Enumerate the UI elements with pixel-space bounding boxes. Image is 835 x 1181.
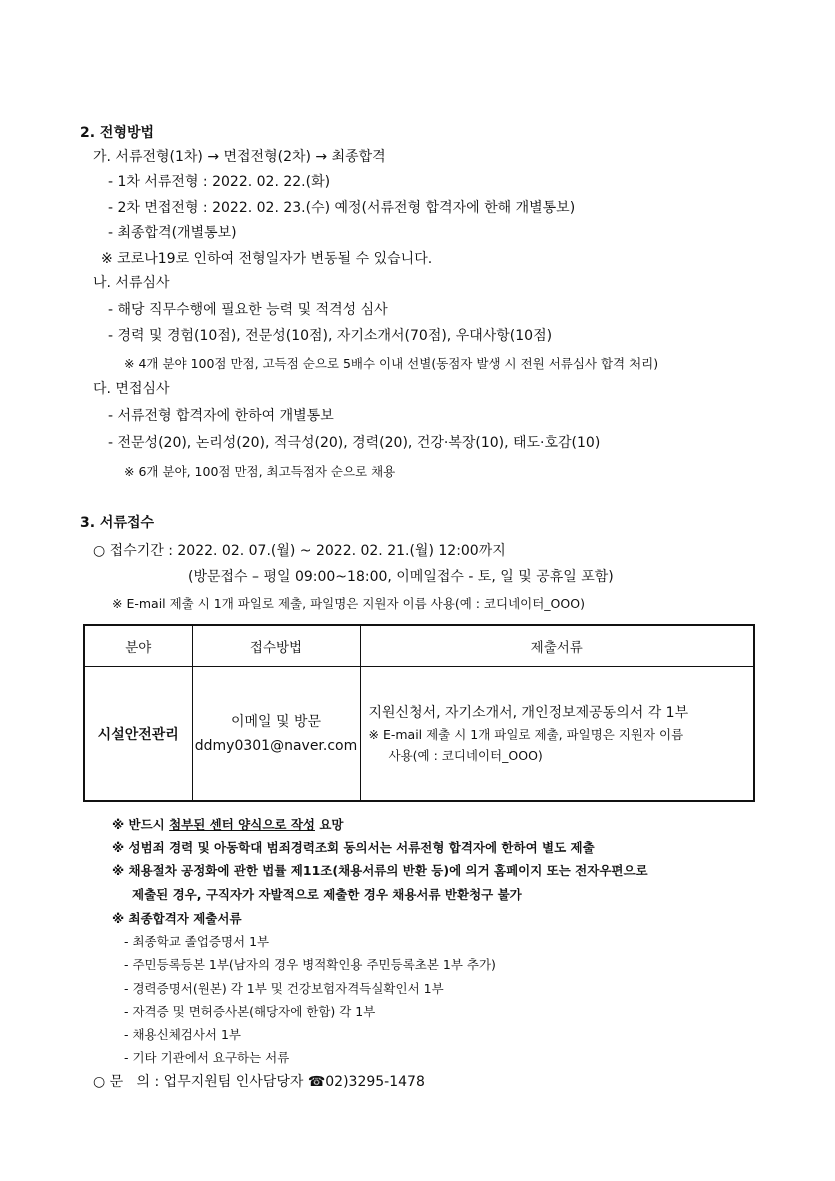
note-1-prefix: ※ 반드시 [112,817,170,832]
documents-note-1: ※ E-mail 제출 시 1개 파일로 제출, 파일명은 지원자 이름 [368,726,684,742]
contact-line: ○ 문 의 : 업무지원팀 인사담당자 ☎02)3295-1478 [93,1074,425,1090]
header-documents: 제출서류 [360,625,754,667]
final-doc-3: - 경력증명서(원본) 각 1부 및 건강보험자격득실확인서 1부 [124,981,444,996]
final-doc-1: - 최종학교 졸업증명서 1부 [124,934,270,949]
final-doc-2: - 주민등록등본 1부(남자의 경우 병적확인용 주민등록초본 1부 추가) [124,957,496,972]
method-email: ddmy0301@naver.com [194,737,358,754]
na-item-1: - 해당 직무수행에 필요한 능력 및 적격성 심사 [108,302,388,318]
ga-item-1: - 1차 서류전형 : 2022. 02. 22.(화) [108,174,331,190]
ga-title: 가. 서류전형(1차) → 면접전형(2차) → 최종합격 [93,149,386,165]
da-item-1: - 서류전형 합격자에 한하여 개별통보 [108,408,334,424]
note-1-suffix: 요망 [314,817,344,832]
email-note: ※ E-mail 제출 시 1개 파일로 제출, 파일명은 지원자 이름 사용(예 : 코디네이터_OOO) [112,596,585,611]
ga-item-2: - 2차 면접전형 : 2022. 02. 23.(수) 예정(서류전형 합격자에 한해 개별통보) [108,200,576,216]
method-line: 이메일 및 방문 [230,713,322,730]
cell-field: 시설안전관리 [84,667,192,802]
na-title: 나. 서류심사 [93,275,170,291]
na-note: ※ 4개 분야 100점 만점, 고득점 순으로 5배수 이내 선별(동점자 발생 시 전원 서류심사 합격 처리) [124,356,659,371]
cell-method [192,667,360,802]
final-doc-5: - 채용신체검사서 1부 [124,1027,242,1042]
documents-note-2: 사용(예 : 코디네이터_OOO) [388,747,543,763]
period-line: ○ 접수기간 : 2022. 02. 07.(월) ~ 2022. 02. 21.(월) 12:00까지 [93,543,506,559]
header-method: 접수방법 [192,625,360,667]
period-detail: (방문접수 – 평일 09:00~18:00, 이메일접수 - 토, 일 및 공휴일 포함) [188,569,614,585]
da-title: 다. 면접심사 [93,381,170,397]
final-doc-6: - 기타 기관에서 요구하는 서류 [124,1050,290,1065]
section-2-title: 2. 전형방법 [80,125,155,141]
note-4-title: ※ 최종합격자 제출서류 [112,911,242,926]
note-3-line-1: ※ 채용절차 공정화에 관한 법률 제11조(채용서류의 반환 등)에 의거 홈페이지 또는 전자우편으로 [112,863,648,878]
final-doc-4: - 자격증 및 면허증사본(해당자에 한함) 각 1부 [124,1004,376,1019]
table-row [84,667,754,802]
header-field: 분야 [84,625,192,667]
table-header-row [84,625,754,667]
documents-line: 지원신청서, 자기소개서, 개인정보제공동의서 각 1부 [368,704,689,721]
section-3-title: 3. 서류접수 [80,515,155,531]
note-1-underlined: 첨부된 센터 양식으로 작성 [169,817,315,832]
da-note: ※ 6개 분야, 100점 만점, 최고득점자 순으로 채용 [124,464,396,479]
da-item-2: - 전문성(20), 논리성(20), 적극성(20), 경력(20), 건강·복장(10), 태도·호감(10) [108,435,601,451]
na-item-2: - 경력 및 경험(10점), 전문성(10점), 자기소개서(70점), 우대사항(10점) [108,328,553,344]
submission-table [83,624,755,802]
note-2: ※ 성범죄 경력 및 아동학대 범죄경력조회 동의서는 서류전형 합격자에 한하여 별도 제출 [112,840,595,855]
note-3-line-2: 제출된 경우, 구직자가 자발적으로 제출한 경우 채용서류 반환청구 불가 [132,887,522,902]
ga-item-3: - 최종합격(개별통보) [108,225,237,241]
covid-note: ※ 코로나19로 인하여 전형일자가 변동될 수 있습니다. [101,251,433,267]
note-1 [112,815,344,835]
cell-documents [360,667,754,802]
